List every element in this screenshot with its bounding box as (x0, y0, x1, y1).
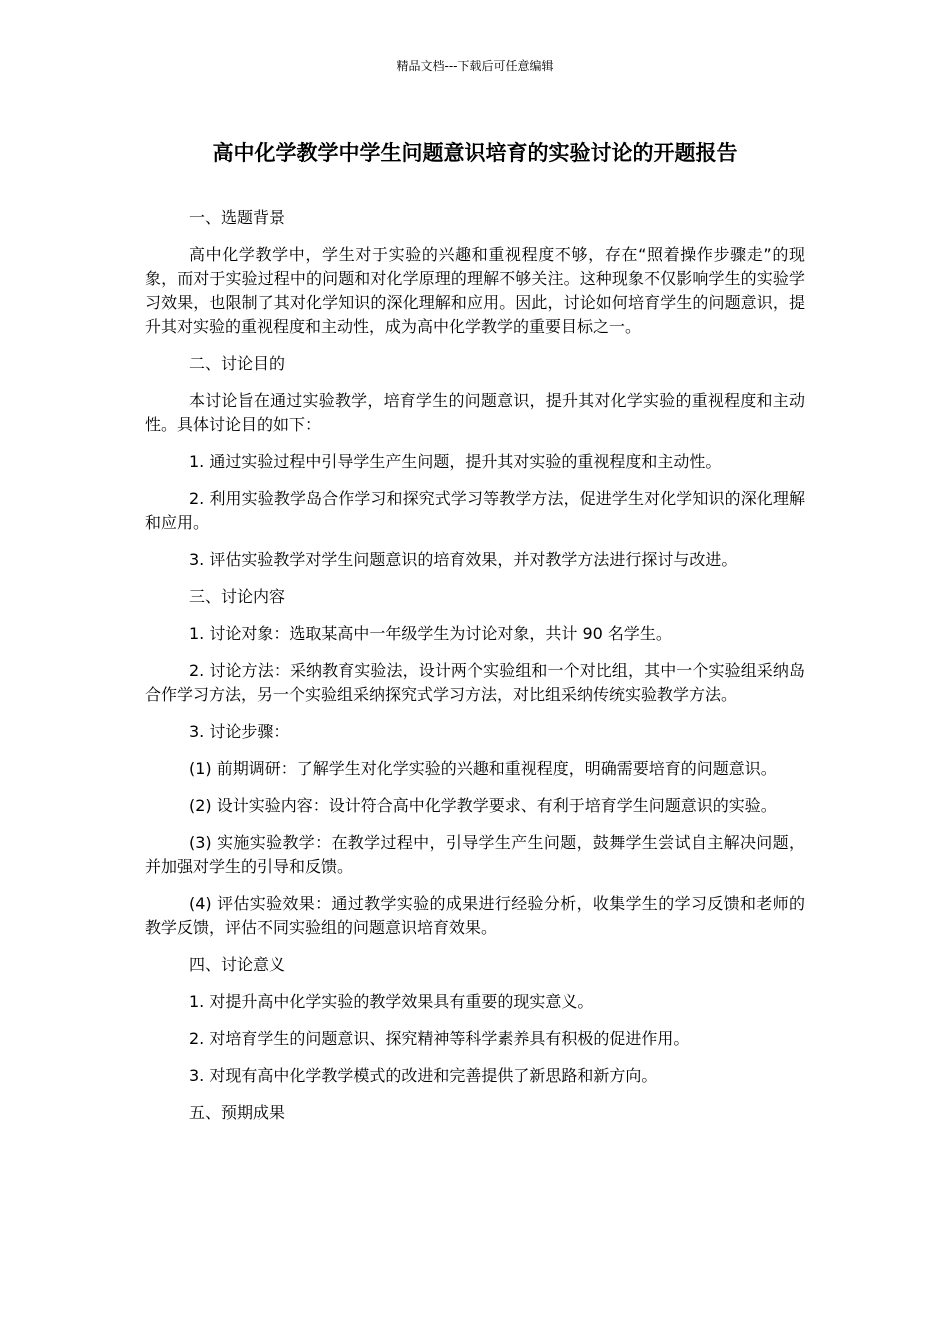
content-item-subjects: 1. 讨论对象：选取某高中一年级学生为讨论对象，共计 90 名学生。 (189, 624, 672, 643)
section-heading-background: 一、选题背景 (189, 208, 286, 227)
significance-item-3: 3. 对现有高中化学教学模式的改进和完善提供了新思路和新方向。 (189, 1066, 658, 1085)
purpose-item-1: 1. 通过实验过程中引导学生产生问题，提升其对实验的重视程度和主动性。 (189, 452, 722, 471)
step-item-1: (1) 前期调研：了解学生对化学实验的兴趣和重视程度，明确需要培育的问题意识。 (189, 759, 777, 778)
significance-item-2: 2. 对培育学生的问题意识、探究精神等科学素养具有积极的促进作用。 (189, 1029, 690, 1048)
significance-item-1: 1. 对提升高中化学实验的教学效果具有重要的现实意义。 (189, 992, 594, 1011)
paragraph-purpose-intro: 本讨论旨在通过实验教学，培育学生的问题意识，提升其对化学实验的重视程度和主动性。具体讨论目的如下： (145, 391, 805, 434)
step-item-3: (3) 实施实验教学：在教学过程中，引导学生产生问题，鼓舞学生尝试自主解决问题，并加强对学生的引导和反馈。 (145, 833, 805, 876)
header-note: 精品文档---下载后可任意编辑 (396, 59, 554, 73)
step-item-2: (2) 设计实验内容：设计符合高中化学教学要求、有利于培育学生问题意识的实验。 (189, 796, 777, 815)
step-item-4: (4) 评估实验效果：通过教学实验的成果进行经验分析，收集学生的学习反馈和老师的教学反馈，评估不同实验组的问题意识培育效果。 (145, 894, 805, 937)
document-title: 高中化学教学中学生问题意识培育的实验讨论的开题报告 (212, 141, 738, 165)
content-item-steps: 3. 讨论步骤： (189, 722, 290, 741)
section-heading-purpose: 二、讨论目的 (189, 354, 286, 373)
section-heading-significance: 四、讨论意义 (189, 955, 286, 974)
section-heading-outcomes: 五、预期成果 (189, 1103, 286, 1122)
paragraph-background: 高中化学教学中，学生对于实验的兴趣和重视程度不够，存在“照着操作步骤走”的现象，而对于实验过程中的问题和对化学原理的理解不够关注。这种现象不仅影响学生的实验学习效果，也限制了其对化学知识的深化理解和应用。因此，讨论如何培育学生的问题意识，提升其对实验的重视程度和主动性，成为高中化学教学的重要目标之一。 (145, 245, 805, 336)
content-item-method: 2. 讨论方法：采纳教育实验法，设计两个实验组和一个对比组，其中一个实验组采纳岛合作学习方法，另一个实验组采纳探究式学习方法，对比组采纳传统实验教学方法。 (145, 661, 805, 704)
purpose-item-2: 2. 利用实验教学岛合作学习和探究式学习等教学方法，促进学生对化学知识的深化理解和应用。 (145, 489, 805, 532)
document-body (145, 206, 805, 1138)
section-heading-content: 三、讨论内容 (189, 587, 286, 606)
purpose-item-3: 3. 评估实验教学对学生问题意识的培育效果，并对教学方法进行探讨与改进。 (189, 550, 738, 569)
